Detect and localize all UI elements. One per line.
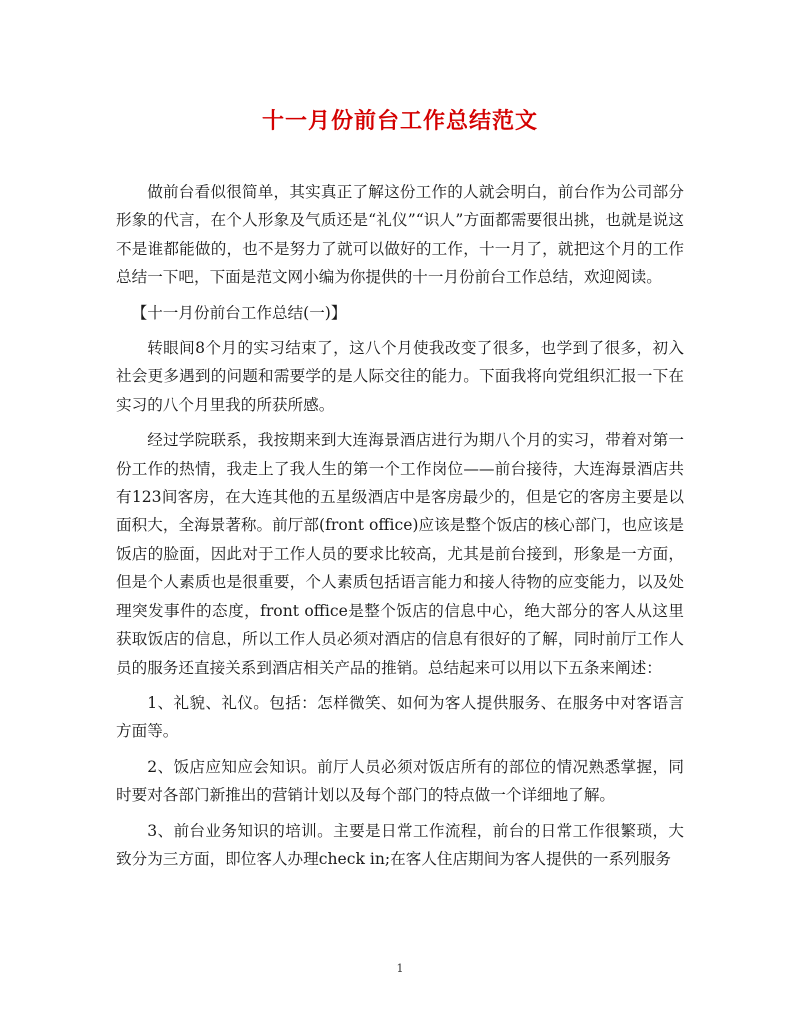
page-number: 1 <box>396 962 404 975</box>
list-item-etiquette: 1、礼貌、礼仪。包括：怎样微笑、如何为客人提供服务、在服务中对客语言方面等。 <box>116 693 684 741</box>
section-heading: 【十一月份前台工作总结(一)】 <box>131 303 347 322</box>
list-item-training: 3、前台业务知识的培训。主要是日常工作流程，前台的日常工作很繁琐，大致分为三方面，即位客人办理check in;在客人住店期间为客人提供的一系列服务 <box>116 821 684 868</box>
paragraph-intro: 做前台看似很简单，其实真正了解这份工作的人就会明白，前台作为公司部分形象的代言，在个人形象及气质还是“礼仪”“识人”方面都需要很出挑，也就是说这不是谁都能做的，也不是努力了就可以做好的工作，十一月了，就把这个月的工作总结一下吧，下面是范文网小编为你提供的十一月份前台工作总结，欢迎阅读。 <box>116 183 684 287</box>
document-body <box>116 178 684 873</box>
paragraph-internship: 转眼间8个月的实习结束了，这八个月使我改变了很多，也学到了很多，初入社会更多遇到的问题和需要学的是人际交往的能力。下面我将向党组织汇报一下在实习的八个月里我的所获所感。 <box>116 339 684 414</box>
list-item-knowledge: 2、饭店应知应会知识。前厅人员必须对饭店所有的部位的情况熟悉掌握，同时要对各部门新推出的营销计划以及每个部门的特点做一个详细地了解。 <box>116 757 684 805</box>
paragraph-hotel: 经过学院联系，我按期来到大连海景酒店进行为期八个月的实习，带着对第一份工作的热情，我走上了我人生的第一个工作岗位——前台接待，大连海景酒店共有123间客房，在大连其他的五星级酒店中是客房最少的，但是它的客房主要是以面积大，全海景著称。前厅部(front office)应该是整个饭店的核心部门，也应该是饭店的脸面，因此对于工作人员的要求比较高，尤其是前台接到，形象是一方面，但是个人素质也是很重要，个人素质包括语言能力和接人待物的应变能力，以及处理突发事件的态度，front office是整个饭店的信息中心，绝大部分的客人从这里获取饭店的信息，所以工作人员必须对酒店的信息有很好的了解，同时前厅工作人员的服务还直接关系到酒店相关产品的推销。总结起来可以用以下五条来阐述： <box>116 431 684 677</box>
document-title: 十一月份前台工作总结范文 <box>261 108 538 134</box>
